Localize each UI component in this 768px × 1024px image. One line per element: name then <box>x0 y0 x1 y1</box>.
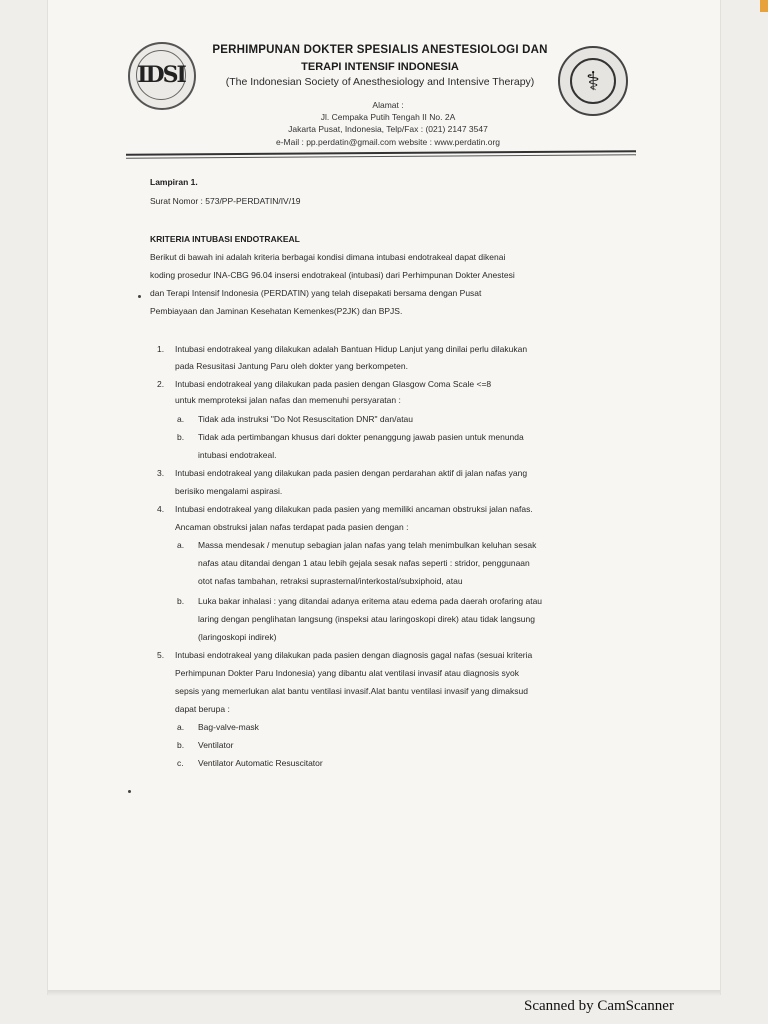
item-line: untuk memproteksi jalan nafas dan memenuhi persyaratan : <box>175 395 401 405</box>
item-line: pada Resusitasi Jantung Paru oleh dokter yang berkompeten. <box>175 361 408 371</box>
medical-emblem-right <box>558 46 628 116</box>
caduceus-icon: ⚕ <box>570 58 616 104</box>
address-city: Jakarta Pusat, Indonesia, Telp/Fax : (021) 2147 3547 <box>288 124 488 134</box>
intro-line: Pembiayaan dan Jaminan Kesehatan Kemenkes(P2JK) dan BPJS. <box>150 306 403 316</box>
sub-item-line: Luka bakar inhalasi : yang ditandai adanya eritema atau edema pada daerah orofaring atau <box>198 596 543 606</box>
item-line: Intubasi endotrakeal yang dilakukan pada pasien dengan Glasgow Coma Scale <=8 <box>175 379 492 389</box>
item-line: Intubasi endotrakeal yang dilakukan pada pasien yang memiliki ancaman obstruksi jalan nafas. <box>175 504 533 514</box>
sub-item-line: otot nafas tambahan, retraksi suprasternal/interkostal/subxiphoid, atau <box>198 576 463 586</box>
org-name-english: (The Indonesian Society of Anesthesiology and Intensive Therapy) <box>225 76 535 88</box>
sub-item-line: laring dengan penglihatan langsung (inspeksi atau laringoskopi direk) atau tidak langsung <box>198 614 535 624</box>
sub-item-line: Massa mendesak / menutup sebagian jalan nafas yang telah menimbulkan keluhan sesak <box>198 540 537 550</box>
item-line: berisiko mengalami aspirasi. <box>175 486 283 496</box>
attachment-label: Lampiran 1. <box>150 177 198 187</box>
item-number: 2. <box>157 379 165 389</box>
address-street: Jl. Cempaka Putih Tengah II No. 2A <box>320 112 456 122</box>
item-number: 4. <box>157 504 165 514</box>
sub-item-line: intubasi endotrakeal. <box>198 450 277 460</box>
society-logo-left <box>128 42 196 110</box>
intro-line: Berikut di bawah ini adalah kriteria berbagai kondisi dimana intubasi endotrakeal dapat dikenai <box>150 252 506 262</box>
document-title: KRITERIA INTUBASI ENDOTRAKEAL <box>150 234 300 244</box>
item-line: Intubasi endotrakeal yang dilakukan pada pasien dengan perdarahan aktif di jalan nafas yang <box>175 468 528 478</box>
address-label: Alamat : <box>372 100 404 110</box>
sub-item-letter: a. <box>177 722 185 732</box>
item-number: 3. <box>157 468 165 478</box>
sub-item-line: Tidak ada pertimbangan khusus dari dokter penanggung jawab pasien untuk menunda <box>198 432 524 442</box>
scanner-watermark: Scanned by CamScanner <box>524 998 674 1014</box>
item-number: 1. <box>157 344 165 354</box>
org-name-line2: TERAPI INTENSIF INDONESIA <box>301 61 459 73</box>
item-line: Intubasi endotrakeal yang dilakukan pada pasien dengan diagnosis gagal nafas (sesuai kriteria <box>175 650 533 660</box>
item-number: 5. <box>157 650 165 660</box>
scan-speck <box>128 790 131 793</box>
intro-line: koding prosedur INA-CBG 96.04 insersi endotrakeal (intubasi) dari Perhimpunan Dokter Anestesi <box>150 270 515 280</box>
sub-item-line: nafas atau ditandai dengan 1 atau lebih gejala sesak nafas seperti : stridor, penggunaan <box>198 558 530 568</box>
item-line: sepsis yang memerlukan alat bantu ventilasi invasif.Alat bantu ventilasi invasif yang dimaksud <box>175 686 528 696</box>
address-contact: e-Mail : pp.perdatin@gmail.com website : www.perdatin.org <box>275 137 501 147</box>
intro-line: dan Terapi Intensif Indonesia (PERDATIN) yang telah disepakati bersama dengan Pusat <box>150 288 482 298</box>
org-name-line1: PERHIMPUNAN DOKTER SPESIALIS ANESTESIOLOGI DAN <box>212 44 548 56</box>
sub-item-letter: a. <box>177 540 185 550</box>
sub-item-letter: b. <box>177 596 185 606</box>
sub-item-line: Bag-valve-mask <box>198 722 259 732</box>
item-line: Ancaman obstruksi jalan nafas terdapat pada pasien dengan : <box>175 522 409 532</box>
sub-item-line: Ventilator <box>198 740 234 750</box>
letter-number: Surat Nomor : 573/PP-PERDATIN/IV/19 <box>150 196 301 206</box>
scan-speck <box>138 295 141 298</box>
item-line: Intubasi endotrakeal yang dilakukan adalah Bantuan Hidup Lanjut yang dinilai perlu dilakukan <box>175 344 528 354</box>
sub-item-letter: b. <box>177 740 185 750</box>
sub-item-line: Ventilator Automatic Resuscitator <box>198 758 323 768</box>
item-line: dapat berupa : <box>175 704 230 714</box>
item-line: Perhimpunan Dokter Paru Indonesia) yang dibantu alat ventilasi invasif atau diagnosis syok <box>175 668 519 678</box>
sub-item-letter: a. <box>177 414 185 424</box>
sub-item-letter: c. <box>177 758 184 768</box>
sub-item-line: (laringoskopi indirek) <box>198 632 277 642</box>
society-logo-lettering: IDSI <box>136 50 186 100</box>
sub-item-line: Tidak ada instruksi "Do Not Resuscitation DNR" dan/atau <box>198 414 414 424</box>
sub-item-letter: b. <box>177 432 185 442</box>
